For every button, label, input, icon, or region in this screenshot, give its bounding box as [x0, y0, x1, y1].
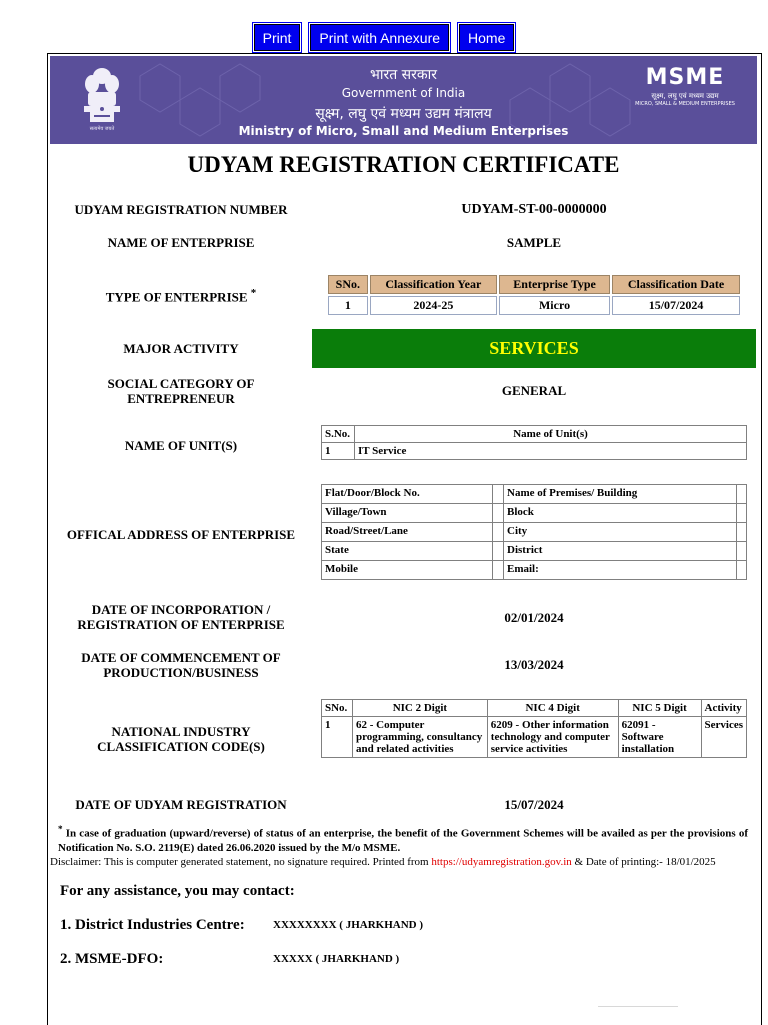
msme-logo-hindi: सूक्ष्म, लघु एवं मध्यम उद्यम — [651, 92, 719, 100]
type-header-date: Classification Date — [612, 275, 740, 294]
assistance-heading: For any assistance, you may contact: — [60, 883, 295, 899]
msme-logo-text: MSME — [645, 65, 725, 90]
type-cell-year: 2024-25 — [370, 296, 497, 315]
table-row: 1 62 - Computer programming, consultancy and related activities 6209 - Other information technology and computer service activities 62091 - Software installation Services — [322, 717, 747, 758]
banner-ministry-name: Ministry of Micro, Small and Medium Enterprises — [238, 124, 569, 138]
units-cell-sno: 1 — [322, 443, 355, 460]
table-row: Flat/Door/Block No. Name of Premises/ Building — [322, 485, 747, 504]
ministry-banner — [50, 56, 757, 144]
nic-header-sno: SNo. — [322, 700, 353, 717]
table-row: Mobile Email: — [322, 561, 747, 580]
commencement-date: 13/03/2024 — [504, 657, 564, 672]
udyam-registration-date: 15/07/2024 — [504, 797, 564, 812]
banner-hindi-ministry: सूक्ष्म, लघु एवं मध्यम उद्यम मंत्रालय — [315, 106, 492, 122]
type-cell-sno: 1 — [328, 296, 368, 315]
emblem-caption: सत्यमेव जयते — [89, 126, 115, 132]
certificate-title: UDYAM REGISTRATION CERTIFICATE — [187, 152, 620, 177]
type-header-sno: SNo. — [328, 275, 368, 294]
unit-names-label: NAME OF UNIT(S) — [124, 438, 238, 453]
enterprise-name-label: NAME OF ENTERPRISE — [107, 235, 255, 250]
incorporation-date-label: DATE OF INCORPORATION / REGISTRATION OF ENTERPRISE — [77, 602, 285, 632]
major-activity-label: MAJOR ACTIVITY — [123, 341, 239, 356]
unit-names-table — [321, 425, 747, 460]
registration-number: UDYAM-ST-00-0000000 — [461, 202, 607, 217]
msme-dfo-value: XXXXX ( JHARKHAND ) — [273, 953, 400, 965]
nic-header-5digit: NIC 5 Digit — [618, 700, 701, 717]
table-row: Road/Street/Lane City — [322, 523, 747, 542]
social-category-label: SOCIAL CATEGORY OF ENTREPRENEUR — [107, 376, 255, 406]
type-header-year: Classification Year — [370, 275, 497, 294]
udyam-portal-link[interactable]: https://udyamregistration.gov.in — [431, 856, 572, 868]
official-address-table — [321, 484, 747, 580]
nic-header-activity: Activity — [701, 700, 746, 717]
social-category: GENERAL — [501, 383, 567, 398]
registration-number-label: UDYAM REGISTRATION NUMBER — [74, 202, 288, 217]
udyam-date-label: DATE OF UDYAM REGISTRATION — [75, 797, 287, 812]
banner-government-of-india: Government of India — [341, 86, 466, 100]
nic-header-2digit: NIC 2 Digit — [352, 700, 487, 717]
major-activity-value: SERVICES — [312, 329, 756, 368]
nic-codes-table — [321, 699, 747, 758]
official-address-label: OFFICAL ADDRESS OF ENTERPRISE — [66, 527, 296, 542]
print-with-annexure-button[interactable]: Print with Annexure — [310, 24, 449, 51]
enterprise-name: SAMPLE — [506, 235, 562, 250]
msme-dfo-label: 2. MSME-DFO: — [60, 951, 164, 967]
type-header-type: Enterprise Type — [499, 275, 610, 294]
table-row: State District — [322, 542, 747, 561]
nic-header-4digit: NIC 4 Digit — [487, 700, 618, 717]
table-row — [322, 443, 747, 460]
incorporation-date: 02/01/2024 — [504, 610, 564, 625]
commencement-date-label: DATE OF COMMENCEMENT OF PRODUCTION/BUSINESS — [81, 650, 281, 680]
units-header-name: Name of Unit(s) — [355, 426, 747, 443]
units-header-sno: S.No. — [322, 426, 355, 443]
print-button[interactable]: Print — [254, 24, 301, 51]
nic-codes-label: NATIONAL INDUSTRY CLASSIFICATION CODE(S) — [97, 724, 265, 754]
type-cell-date: 15/07/2024 — [612, 296, 740, 315]
type-cell-type: Micro — [499, 296, 610, 315]
units-cell-name: IT Service — [355, 443, 747, 460]
district-industries-centre-value: XXXXXXXX ( JHARKHAND ) — [273, 919, 424, 931]
banner-hindi-government: भारत सरकार — [370, 67, 437, 83]
msme-logo — [630, 66, 740, 107]
disclaimer: Disclaimer: This is computer generated statement, no signature required. Printed from https://udyamregistration.gov.in & Date of printing:- 18/01/2025 — [50, 856, 716, 868]
home-button[interactable]: Home — [459, 24, 514, 51]
footnote-star: * — [250, 287, 257, 299]
enterprise-type-label: TYPE OF ENTERPRISE * — [105, 287, 257, 305]
graduation-footnote: * In case of graduation (upward/reverse) of status of an enterprise, the benefit of the Government Schemes will be availed as per the provisions of Notification No. S.O. 2119(E) dated 26.06.2020 issued by the M/o MSME. — [58, 824, 748, 854]
table-row — [328, 296, 740, 315]
table-row: Village/Town Block — [322, 504, 747, 523]
toolbar — [0, 24, 768, 51]
district-industries-centre-label: 1. District Industries Centre: — [60, 917, 245, 933]
msme-logo-english: MICRO, SMALL & MEDIUM ENTERPRISES — [635, 101, 735, 107]
divider — [598, 1006, 678, 1007]
enterprise-type-table — [326, 273, 742, 317]
